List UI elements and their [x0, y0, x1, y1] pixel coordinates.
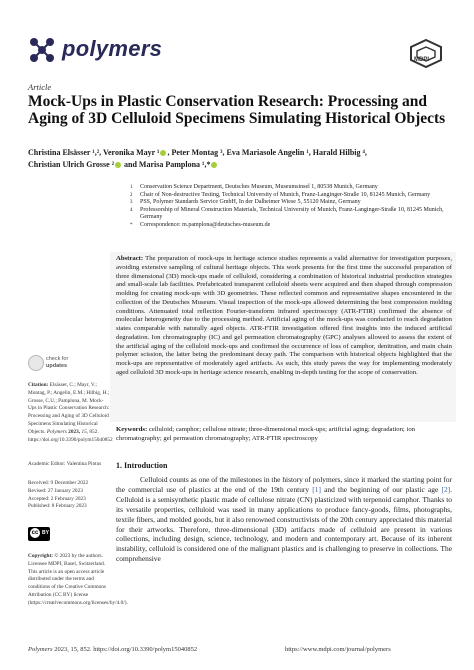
- article-type: Article: [28, 82, 52, 92]
- copyright-label: Copyright:: [28, 553, 54, 559]
- affiliation-row: [130, 192, 450, 200]
- date-received: Received: 9 December 2022: [28, 480, 89, 486]
- footer-journal-url[interactable]: https://www.mdpi.com/journal/polymers: [285, 646, 391, 653]
- authors-line1: Christina Elsässer ¹,², Veronika Mayr ¹: [28, 148, 160, 157]
- affiliations: [130, 184, 450, 230]
- polymers-logo-icon: [28, 36, 56, 64]
- affiliation-text: Conservation Science Department, Deutsches Museum, Museumsinsel 1, 80538 Munich, Germany: [140, 184, 378, 190]
- abstract-text: The preparation of mock-ups in heritage science studies represents a valid alternative for investigation purposes, avoiding extensive sampling of cultural heritage objects. This work presents for the first time the successful preparation of three dimensional (3D) mock-ups made of celluloid, considering a combination of historical industrial production strategies and small-scale lab facilities. Prefabricated transparent celluloid sheets were acquired and then shaped through compression molding for creating mock-ups with 3D geometries. These reflected common and representative shapes encountered in the collection of the Deutsches Museum. Visual inspection of the mock-ups allowed determining the best compression molding conditions. Attenuated total reflection Fourier-transform infrared spectroscopy (ATR-FTIR) confirmed the absence of molecular heterogeneity due to the processing method. Artificial aging of the mock-ups was conducted to reach degradation states comparable with naturally aged objects. ATR-FTIR investigation offered first insights into the induced artificial degradation. Ion chromatography (IC) and gel permeation chromatography (GPC) analyses allowed to assess the extent of the artificial aging of the celluloid mock-ups and confirmed the occurrence of loss of camphor, denitration, and main chain polymer scission, the latter being the predominant decay path. The comparison with historical objects highlighted that the mock-ups are representative of moderately aged artifacts. As such, this study paves the way for implementing moderately aged celluloid 3D mock-ups in heritage science research, enabling in-depth testing for the scope of conservation.: [116, 255, 452, 376]
- orcid-icon[interactable]: [160, 150, 166, 156]
- correspondence-email[interactable]: Correspondence: m.pamplona@deutsches-museum.de: [140, 221, 271, 228]
- affiliation-number: 1: [130, 185, 133, 190]
- correspondence-row[interactable]: [130, 222, 450, 230]
- orcid-icon[interactable]: [115, 162, 121, 168]
- citation-label: Citation:: [28, 382, 49, 388]
- academic-editor: Academic Editor: Valentina Pintus: [28, 461, 102, 467]
- mdpi-logo-icon[interactable]: [408, 38, 444, 68]
- affiliation-row: [130, 184, 450, 192]
- keywords-text: celluloid; camphor; cellulose nitrate; three-dimensional mock-ups; artificial aging; degradation; ion chromatography; gel permeation chromatography; ATR-FTIR spectroscopy: [116, 426, 416, 442]
- intro-text: and the beginning of our plastic age: [320, 484, 442, 494]
- authors-line1b: , Peter Montag ³, Eva Mariasole Angelin ¹, Harald Hilbig ⁴,: [167, 148, 367, 157]
- abstract: [116, 255, 452, 378]
- check-for-updates-icon[interactable]: [28, 355, 44, 371]
- copyright-text: © 2023 by the authors. Licensee MDPI, Basel, Switzerland. This article is an open access article distributed under the terms and conditions of the Creative Commons Attribution (CC BY) license (https://creativecommons.org/licenses/by/4.0/).: [28, 553, 128, 606]
- affiliation-text: Professorship of Mineral Construction Materials, Technical University of Munich, Franz-Langinger-Straße 10, 81245 Munich, Germany: [140, 206, 444, 221]
- footer-citation: [28, 646, 197, 653]
- author-list: [28, 147, 448, 171]
- citation-text: Elsässer, C.; Mayr, V.; Montag, P.; Angelin, E.M.; Hilbig, H.; Grosse, C.U.; Pamplona, M. Mock-Ups in Plastic Conservation Research: Processing and Aging of 3D Celluloid Specimens Simulating Historical Objects.: [28, 382, 110, 435]
- creative-commons-icon: cc: [31, 530, 39, 536]
- affiliation-row: [130, 199, 450, 207]
- authors-line2b: and Marisa Pamplona ¹,*: [122, 160, 211, 169]
- footer-doi[interactable]: 2023, 15, 852. https://doi.org/10.3390/polym15040852: [52, 646, 198, 653]
- orcid-icon[interactable]: [211, 162, 217, 168]
- introduction-paragraph: [116, 475, 452, 564]
- affiliation-number: *: [130, 222, 133, 228]
- cc-by-label: BY: [42, 530, 49, 536]
- reference-link[interactable]: [2]: [441, 484, 451, 494]
- date-revised: Revised: 27 January 2023: [28, 487, 83, 494]
- affiliation-row: [130, 207, 450, 222]
- citation-year: 2023,: [66, 428, 82, 435]
- reference-link[interactable]: [1]: [312, 484, 321, 494]
- intro-text: . Celluloid is a semisynthetic plastic made of cellulose nitrate (CN) plasticized with terpenoid camphor. Thanks to its versatile properties, celluloid was used in many applications to produce fancy-goods, films, photographs, textile fibers, and molded goods, but it also renowned constructivists of the 20th century appreciated this material for their artworks. Therefore, three-dimensional (3D) artifacts made of celluloid are present in various collections, including design, science, technology, and modern and contemporary art. Because of its inherent instability, celluloid is considered one of the malignant plastics and is challenging to preserve in collections. The comprehensive: [116, 484, 452, 564]
- check-for-updates-line1[interactable]: check for: [46, 356, 69, 362]
- keywords-label: Keywords:: [116, 426, 148, 433]
- journal-name[interactable]: polymers: [62, 36, 163, 61]
- copyright: [28, 553, 128, 608]
- footer-journal: Polymers: [28, 646, 53, 653]
- citation: [28, 382, 113, 444]
- date-accepted: Accepted: 2 February 2023: [28, 495, 86, 502]
- keywords: [116, 426, 452, 444]
- intro-text: Celluloid counts as one of the milestones in the history of polymers, since it marked the starting point for the commercial use of plastics at the end of the 19th century: [116, 475, 452, 494]
- publication-dates: [28, 480, 110, 511]
- affiliation-text: Chair of Non-destructive Testing, Technical University of Munich, Franz-Langinger-Straße 10, 81245 Munich, Germany: [140, 191, 431, 198]
- affiliation-text: PSS, Polymer Standards Service GmbH, In der Dalheimer Wiese 5, 55120 Mainz, Germany: [140, 199, 361, 206]
- check-for-updates-line2[interactable]: updates: [46, 363, 68, 369]
- article-title: Mock-Ups in Plastic Conservation Research: Processing and Aging of 3D Celluloid Specimens Simulating Historical Objects: [28, 93, 446, 127]
- affiliation-number: 4: [130, 207, 133, 213]
- date-published: Published: 8 February 2023: [28, 503, 87, 510]
- abstract-label: Abstract:: [116, 255, 144, 262]
- citation-doi[interactable]: , 852. https://doi.org/10.3390/polym15040852: [28, 428, 113, 443]
- affiliation-number: 2: [130, 192, 133, 198]
- citation-journal: Polymers: [46, 428, 67, 435]
- mdpi-logo-text: MDPI: [414, 57, 429, 63]
- citation-volume: 15: [81, 428, 87, 435]
- authors-line2: Christian Ulrich Grosse ²: [28, 160, 115, 169]
- affiliation-number: 3: [130, 200, 133, 206]
- section-heading: 1. Introduction: [116, 461, 168, 470]
